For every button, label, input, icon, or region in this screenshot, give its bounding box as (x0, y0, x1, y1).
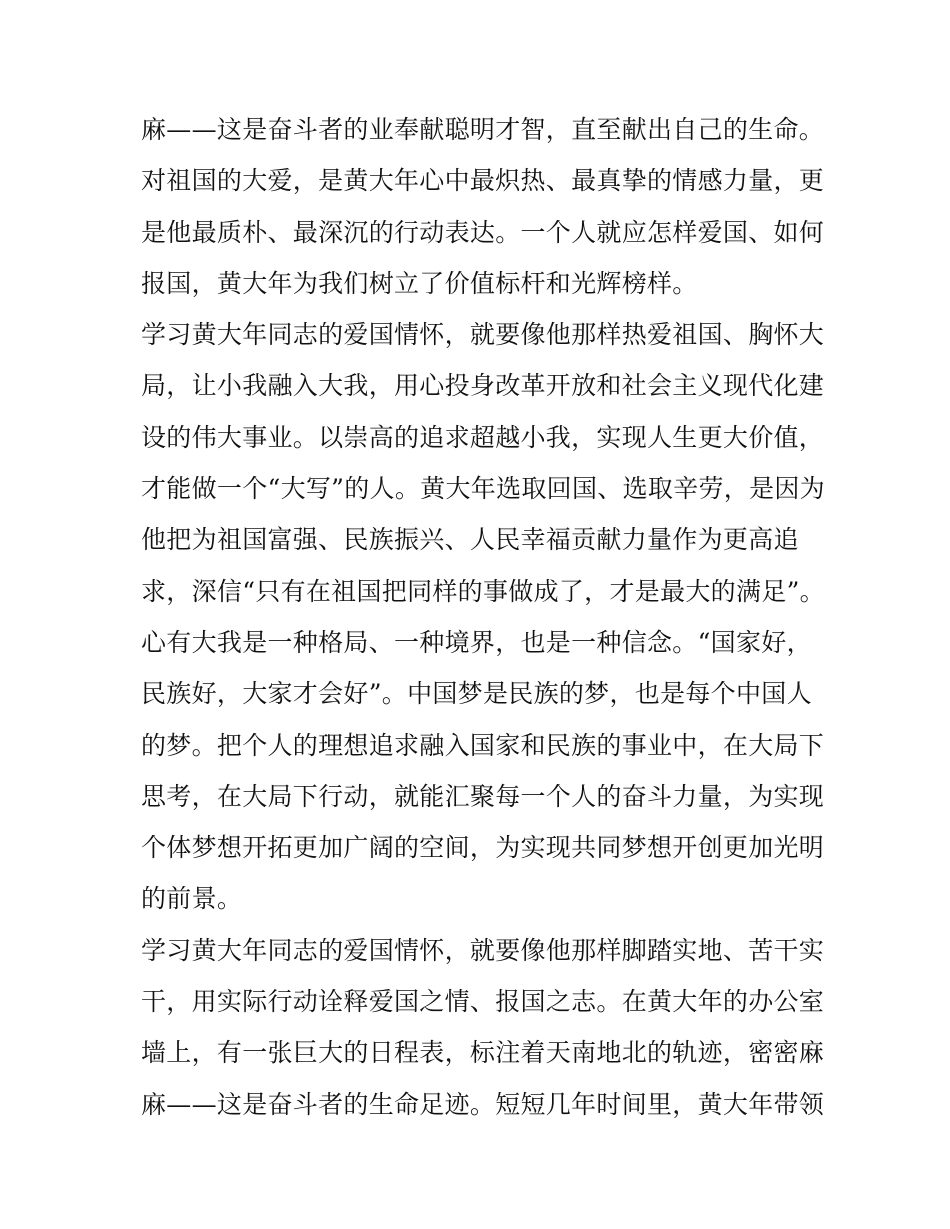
text-line-17: 学习黄大年同志的爱国情怀，就要像他那样脚踏实地、苦干实 (141, 935, 825, 965)
body-text (141, 104, 825, 1130)
text-line-10: 求，深信“只有在祖国把同样的事做成了，才是最大的满足”。 (141, 576, 825, 606)
text-line-12: 民族好，大家才会好”。中国梦是民族的梦，也是每个中国人 (141, 679, 812, 709)
text-line-11: 心有大我是一种格局、一种境界，也是一种信念。“国家好， (141, 627, 812, 657)
text-line-20: 麻——这是奋斗者的生命足迹。短短几年时间里，黄大年带领 (141, 1089, 825, 1119)
text-line-6: 局，让小我融入大我，用心投身改革开放和社会主义现代化建 (141, 371, 825, 401)
text-line-3: 是他最质朴、最深沉的行动表达。一个人就应怎样爱国、如何 (141, 217, 825, 247)
text-line-18: 干，用实际行动诠释爱国之情、报国之志。在黄大年的办公室 (141, 987, 825, 1017)
text-line-16: 的前景。 (141, 884, 243, 914)
text-line-13: 的梦。把个人的理想追求融入国家和民族的事业中，在大局下 (141, 730, 825, 760)
text-line-7: 设的伟大事业。以崇高的追求超越小我，实现人生更大价值， (141, 422, 825, 452)
text-line-14: 思考，在大局下行动，就能汇聚每一个人的奋斗力量，为实现 (141, 781, 825, 811)
text-line-5: 学习黄大年同志的爱国情怀，就要像他那样热爱祖国、胸怀大 (141, 320, 825, 350)
text-line-9: 他把为祖国富强、民族振兴、人民幸福贡献力量作为更高追 (141, 525, 799, 555)
text-line-4: 报国，黄大年为我们树立了价值标杆和光辉榜样。 (141, 268, 698, 298)
text-line-2: 对祖国的大爱，是黄大年心中最炽热、最真挚的情感力量，更 (141, 166, 825, 196)
text-line-15: 个体梦想开拓更加广阔的空间，为实现共同梦想开创更加光明 (141, 833, 825, 863)
text-line-19: 墙上，有一张巨大的日程表，标注着天南地北的轨迹，密密麻 (141, 1038, 825, 1068)
text-line-8: 才能做一个“大写”的人。黄大年选取回国、选取辛劳，是因为 (141, 474, 825, 504)
text-line-1: 麻——这是奋斗者的业奉献聪明才智，直至献出自己的生命。 (141, 115, 825, 144)
